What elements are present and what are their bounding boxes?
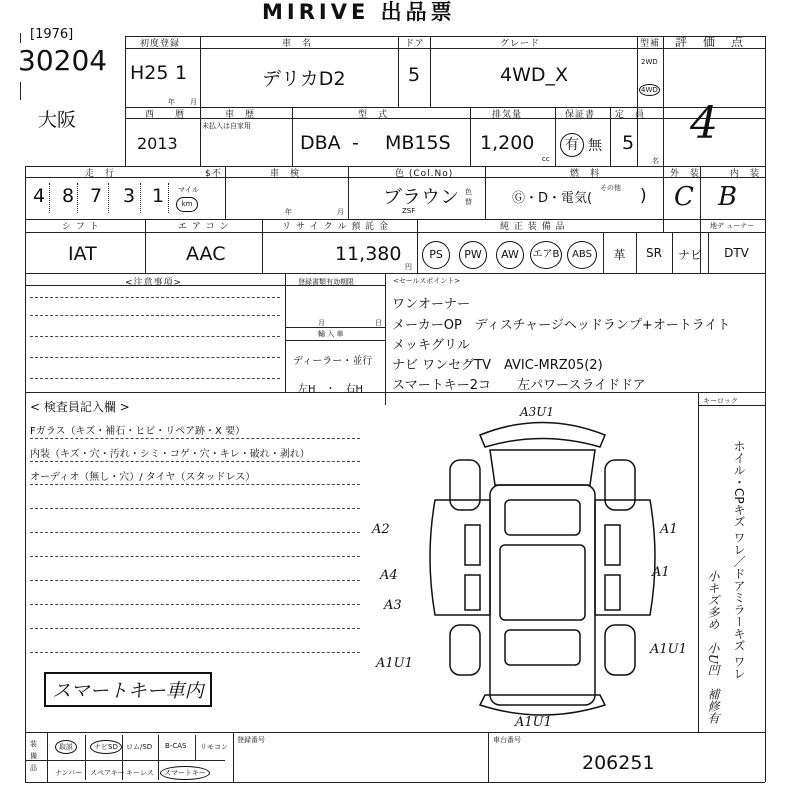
doc-day: 日 — [375, 319, 382, 327]
displacement-value: 1,200 — [480, 132, 535, 154]
color-value: ブラウン — [383, 186, 460, 208]
option-remote: リモコン — [200, 743, 228, 751]
header-recycle: リ サ イ ク ル 預 託 金 — [282, 222, 390, 232]
fuel-value: Ⓖ・D・電気( — [512, 191, 593, 206]
grade-tag-2wd: 2WD — [641, 58, 658, 66]
sales-point: ワンオーナー — [392, 297, 471, 312]
header-chassis: 車台番号 — [493, 736, 521, 744]
warranty-no: 無 — [588, 138, 602, 154]
header-left-side: 装備品 — [30, 740, 37, 772]
sales-point: メッキグリル — [392, 338, 471, 353]
header-meter-swap: $不 — [205, 169, 222, 179]
inspector-line-interior: 内装（キズ・穴・汚れ・シミ・コゲ・穴・キレ・破れ・剥れ） — [30, 449, 310, 460]
registration-era: H25 — [130, 62, 169, 84]
header-type: 型 式 — [358, 110, 389, 120]
warranty-yes: 有 — [560, 133, 584, 157]
damage-mark: A1U1 — [376, 656, 413, 671]
doc-month: 月 — [318, 319, 325, 327]
header-model-name: 車 名 — [282, 39, 313, 49]
header-keylock: キーロック — [703, 397, 738, 405]
color-side: 色替 — [465, 188, 472, 206]
header-inspector: < 検査員記入欄 > — [30, 400, 130, 414]
damage-mark: A1 — [652, 565, 670, 580]
option-navi-sd: ナビSD — [90, 740, 122, 754]
unit-year: 年 — [168, 98, 175, 106]
sales-point: ナビ ワンセグTV AVIC-MRZ05(2) — [392, 358, 603, 373]
option-number: ナンバー — [55, 769, 83, 777]
vertical-note: 小キズ多め 小U凹 補修有 — [706, 570, 720, 725]
option-spare-key: スペアキー — [90, 769, 125, 777]
header-color: 色 (Col.No) — [395, 169, 454, 179]
header-interior: 内 装 — [730, 169, 761, 179]
inspector-line-audio: オーディオ（無し・穴）/ タイヤ（スタッドレス） — [30, 472, 256, 483]
equipment-aw: AW — [496, 241, 524, 269]
color-code: ZSF — [402, 207, 416, 215]
lot-location: 大阪 — [38, 109, 77, 131]
mileage-digit: 3 — [123, 185, 136, 207]
equipment-leather: 革 — [613, 248, 626, 262]
header-shift: シ フ ト — [62, 222, 100, 232]
header-equipment: 純 正 装 備 品 — [500, 222, 566, 232]
handwritten-note: スマートキー車内 — [44, 672, 212, 707]
unit-mile: マイル — [178, 186, 199, 194]
damage-mark: A1 — [660, 522, 678, 537]
equipment-dtv: DTV — [724, 246, 749, 260]
option-manual: 取説 — [55, 740, 77, 754]
shift-value: IAT — [68, 243, 97, 265]
damage-mark: A1U1 — [515, 715, 552, 730]
equipment-airbag: エアB — [530, 241, 562, 269]
header-mileage: 走 行 — [85, 169, 116, 179]
header-fuel: 燃 料 — [570, 169, 601, 179]
sales-point: メーカーOP ディスチャージヘッドランプ+オートライト — [392, 318, 731, 333]
header-aircon: エ ア コ ン — [178, 222, 230, 232]
score-value: 4 — [690, 98, 718, 149]
unit-yen: 円 — [405, 263, 412, 271]
equipment-sr: SR — [646, 246, 662, 260]
fuel-close: ) — [640, 186, 647, 206]
registration-month: 1 — [175, 62, 188, 84]
mileage-km: km — [176, 197, 198, 212]
type-dash: - — [352, 132, 359, 154]
unit-month: 月 — [190, 98, 197, 106]
aircon-value: AAC — [186, 243, 226, 265]
header-notes: <注意事項> — [125, 278, 183, 288]
mileage-digit: 7 — [90, 185, 103, 207]
header-doors: ドア — [405, 39, 425, 49]
header-history-sub: 未払入は自家用 — [202, 122, 251, 130]
sales-point: スマートキー2コ 左パワースライドドア — [392, 378, 646, 393]
damage-mark: A3 — [384, 598, 402, 613]
page-title: MIRIVE 出品票 — [262, 0, 456, 24]
type-prefix: DBA — [300, 132, 341, 154]
equipment-abs: ABS — [567, 241, 597, 269]
mileage-digit: 8 — [62, 185, 75, 207]
exterior-value: C — [674, 182, 694, 212]
fuel-other: その他 — [600, 184, 621, 192]
header-tuner: 地デ ューナー — [710, 222, 755, 230]
unit-capacity: 名 — [652, 157, 659, 165]
damage-mark: A1U1 — [650, 642, 687, 657]
vertical-note: ホイル・CPキズ ワレ／ドアミラーキズ ワレ — [732, 440, 746, 680]
header-exterior: 外 装 — [670, 169, 701, 179]
header-displacement: 排気量 — [492, 110, 523, 120]
chassis-number: 206251 — [582, 752, 655, 774]
mileage-digit: 1 — [152, 185, 165, 207]
unit-cc: cc — [542, 155, 550, 163]
lot-year: [1976] — [30, 27, 74, 42]
header-rating-small: 型補 — [640, 39, 661, 49]
grade-tag-4wd: 4WD — [641, 86, 658, 94]
car-diagram — [420, 405, 665, 730]
hand-drive: 左H ・ 右H — [298, 384, 364, 395]
damage-mark: A2 — [372, 522, 390, 537]
inspection-year: 年 — [285, 208, 292, 216]
inspection-month: 月 — [337, 208, 344, 216]
lot-number: 30204 — [18, 44, 108, 77]
option-bcas: B-CAS — [165, 742, 187, 750]
header-registration: 初度登録 — [140, 39, 181, 49]
option-smart-key: スマートキー — [160, 766, 210, 780]
header-grade: グレード — [500, 39, 541, 49]
import-type: ディーラー・並行 — [293, 356, 373, 367]
header-sales-point: <セールスポイント> — [393, 277, 461, 285]
type-code: MB15S — [385, 132, 451, 154]
doors-value: 5 — [408, 64, 421, 86]
seireki-value: 2013 — [137, 134, 178, 153]
model-value: デリカD2 — [262, 68, 346, 90]
header-history: 車 歴 — [225, 110, 256, 120]
header-import: 輸 入 車 — [318, 330, 344, 338]
recycle-value: 11,380 — [335, 243, 402, 265]
header-score: 評 価 点 — [675, 35, 746, 49]
header-inspection: 車 検 — [270, 169, 301, 179]
interior-value: B — [718, 182, 738, 212]
header-seireki: 西 暦 — [145, 110, 186, 120]
equipment-navi: ナビ — [677, 248, 702, 262]
option-rom-sd: ロム/SD — [126, 743, 153, 751]
damage-mark: A4 — [380, 568, 398, 583]
header-capacity: 定 員 — [615, 110, 646, 120]
inspector-line-glass: Fガラス（キズ・補石・ヒビ・リペア跡・X 要） — [30, 426, 246, 437]
header-reg-number: 登録番号 — [237, 736, 265, 744]
grade-value: 4WD_X — [500, 64, 569, 86]
equipment-ps: PS — [422, 241, 450, 269]
header-warranty: 保証書 — [565, 110, 596, 120]
equipment-pw: PW — [459, 241, 487, 269]
damage-mark: A3U1 — [520, 405, 555, 419]
header-doc-deadline: 登録書類有効期限 — [298, 278, 354, 286]
option-keyless: キーレス — [126, 769, 154, 777]
capacity-value: 5 — [622, 132, 635, 154]
mileage-digit: 4 — [33, 185, 46, 207]
